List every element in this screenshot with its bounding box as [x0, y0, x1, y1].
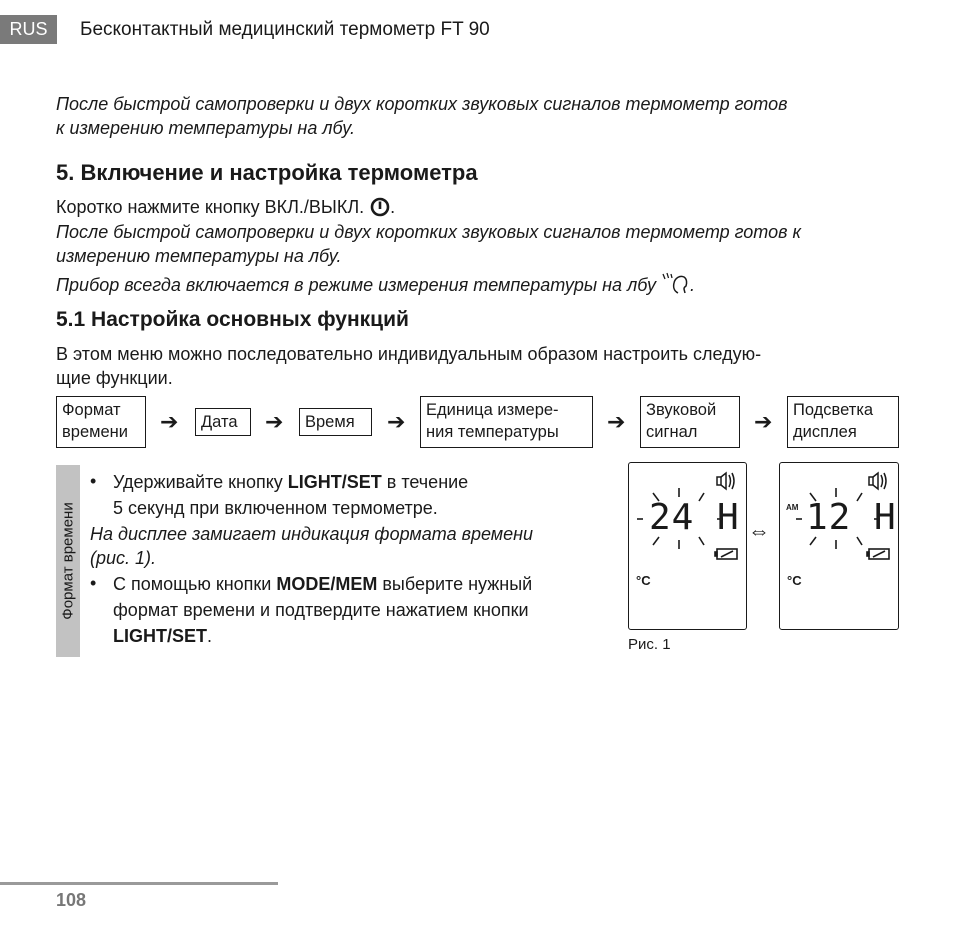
toggle-arrow-icon: ⇔: [748, 518, 770, 543]
intro-line-2: к измерению температуры на лбу.: [56, 118, 356, 138]
lcd-display-24h: [628, 462, 747, 630]
flow-step-display-backlight: Подсветка дисплея: [787, 396, 899, 448]
power-instruction: Коротко нажмите кнопку ВКЛ./ВЫКЛ.: [56, 197, 365, 217]
section-5-paragraph-1: Коротко нажмите кнопку ВКЛ./ВЫКЛ. .: [56, 196, 395, 223]
section-5-1-intro-line-2: щие функции.: [56, 368, 173, 388]
side-tab-label: Формат времени: [59, 502, 77, 620]
flow-arrow-icon: ➔: [387, 409, 406, 434]
footer-divider: [0, 882, 278, 885]
section-5-1-intro-line-1: В этом меню можно последовательно индивидуальным образом настроить следую-: [56, 344, 762, 364]
note-line-1: На дисплее замигает индикация формата времени: [90, 524, 534, 544]
step-2-line-3: LIGHT/SET.: [113, 626, 213, 646]
battery-icon: [715, 549, 737, 559]
document-title: Бесконтактный медицинский термометр FT 90: [80, 19, 490, 40]
flow-step-sound-signal: Звуковой сигнал: [640, 396, 740, 448]
lcd-time-format-value: 24 H: [649, 497, 740, 538]
flow-arrow-icon: ➔: [607, 409, 626, 434]
section-5-paragraph-2-line-1: После быстрой самопроверки и двух коротких звуковых сигналов термометр готов к: [56, 222, 802, 242]
step-1-line-2: 5 секунд при включенном термометре.: [113, 498, 438, 518]
speaker-icon: [869, 473, 886, 489]
battery-icon: [867, 549, 889, 559]
bullet-icon: •: [90, 573, 97, 593]
flow-arrow-icon: ➔: [754, 409, 773, 434]
page-number: 108: [56, 890, 87, 910]
section-5-paragraph-3: Прибор всегда включается в режиме измерения температуры на лбу .: [56, 271, 695, 301]
figure-caption: Рис. 1: [628, 636, 671, 653]
flow-step-time: Время: [299, 408, 372, 436]
lcd-am-indicator: AM: [786, 503, 799, 512]
flow-step-time-format: Формат времени: [56, 396, 146, 448]
flow-step-date: Дата: [195, 408, 251, 436]
step-1-line-1: Удерживайте кнопку LIGHT/SET в течение: [113, 472, 469, 492]
side-tab: [56, 465, 80, 657]
intro-line-1: После быстрой самопроверки и двух коротких звуковых сигналов термометр готов: [56, 94, 788, 114]
section-5-heading: 5. Включение и настройка термометра: [56, 160, 478, 185]
note-line-2: (рис. 1).: [90, 548, 157, 568]
lcd-display-12h: [779, 462, 899, 630]
lcd-unit: °C: [636, 573, 651, 588]
lcd-unit: °C: [787, 573, 802, 588]
speaker-icon: [717, 473, 734, 489]
power-button-icon: [370, 197, 390, 223]
flow-arrow-icon: ➔: [160, 409, 179, 434]
section-5-paragraph-2-line-2: измерению температуры на лбу.: [56, 246, 342, 266]
step-2-line-2: формат времени и подтвердите нажатием кнопки: [113, 600, 529, 620]
section-5-1-heading: 5.1 Настройка основных функций: [56, 308, 409, 331]
bullet-icon: •: [90, 471, 97, 491]
language-badge: RUS: [0, 15, 57, 44]
flow-arrow-icon: ➔: [265, 409, 284, 434]
flow-step-temperature-unit: Единица измере- ния температуры: [420, 396, 593, 448]
lcd-time-format-value: 12 H: [806, 497, 897, 538]
forehead-mode-icon: [660, 271, 690, 301]
step-2-line-1: С помощью кнопки MODE/MEM выберите нужный: [113, 574, 533, 594]
